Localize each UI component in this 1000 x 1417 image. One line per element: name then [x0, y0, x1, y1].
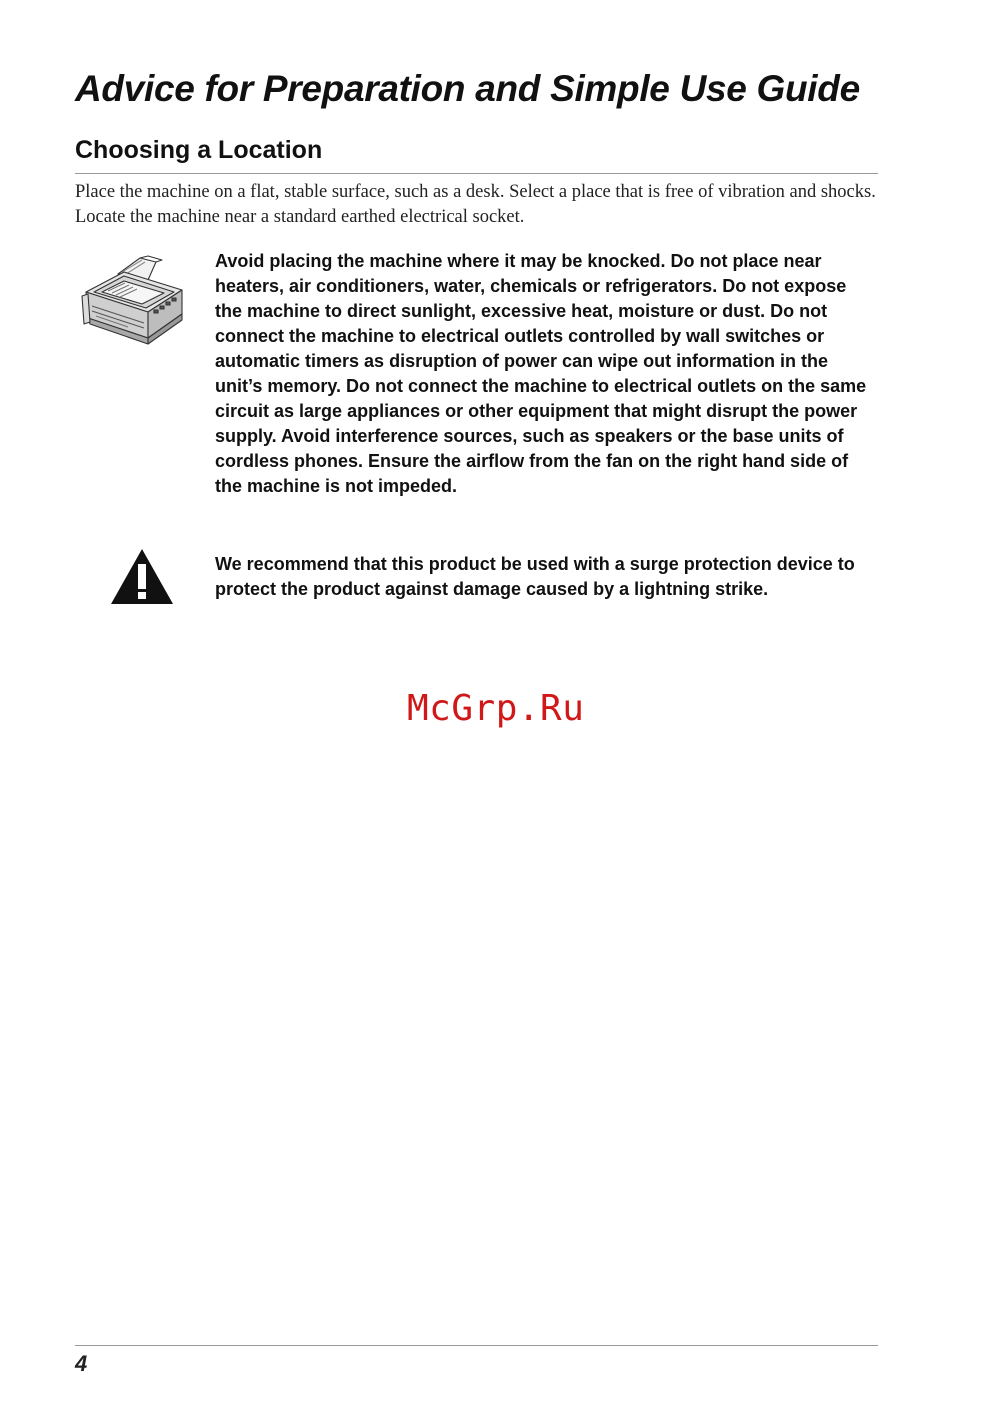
- section-divider: [75, 173, 878, 174]
- watermark-text: McGrp.Ru: [407, 688, 585, 729]
- section-heading: Choosing a Location: [75, 136, 323, 164]
- page-title: Advice for Preparation and Simple Use Guide: [75, 68, 860, 109]
- footer-divider: [75, 1345, 878, 1346]
- intro-paragraph: Place the machine on a flat, stable surface, such as a desk. Select a place that is free of vibration and shocks. Locate the machine near a standard earthed electrical socket.: [75, 182, 876, 227]
- warning-triangle-icon: [110, 547, 174, 605]
- fax-machine-illustration-icon: [78, 252, 190, 352]
- page-number: 4: [75, 1351, 88, 1376]
- surge-warning-text: We recommend that this product be used with a surge protection device to protect the product against damage caused by a lightning strike.: [215, 554, 855, 599]
- location-note-text: Avoid placing the machine where it may be knocked. Do not place near heaters, air conditioners, water, chemicals or refrigerators. Do not expose the machine to direct sunlight, excessive heat, moisture or dust. Do not connect the machine to electrical outlets controlled by wall switches or automatic timers as disruption of power can wipe out information in the unit’s memory. Do not connect the machine to electrical outlets on the same circuit as large appliances or other equipment that might disrupt the power supply. Avoid interference sources, such as speakers or the base units of cordless phones. Ensure the airflow from the fan on the right hand side of the machine is not impeded.: [215, 251, 867, 496]
